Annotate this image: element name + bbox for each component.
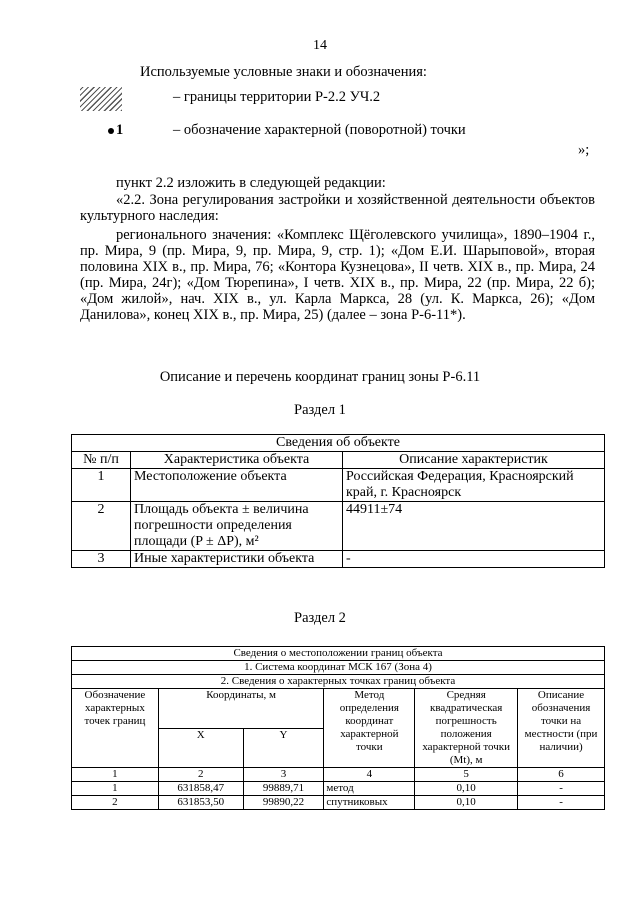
table-cell: Российская Федерация, Красноярский край, г. Красноярск — [343, 469, 605, 502]
table-cell: 1 — [72, 469, 131, 502]
column-number: 2 — [158, 768, 243, 782]
table-cell: 3 — [72, 551, 131, 568]
point-dot-icon — [108, 128, 114, 134]
column-header: Описание обозначения точки на местности (при наличии) — [518, 689, 605, 768]
paragraph-2: «2.2. Зона регулирования застройки и хозяйственной деятельности объектов культурного наследия: — [80, 192, 595, 224]
legend-item-boundary: – границы территории Р-2.2 УЧ.2 — [173, 89, 381, 105]
column-header: Характеристика объекта — [131, 452, 343, 469]
column-number: 1 — [72, 768, 159, 782]
table-cell: Местоположение объекта — [131, 469, 343, 502]
table-cell: 44911±74 — [343, 502, 605, 551]
table-subtitle: 1. Система координат МСК 167 (Зона 4) — [72, 661, 605, 675]
table-cell: - — [518, 796, 605, 810]
table-cell: 631858,47 — [158, 782, 243, 796]
table-cell: Площадь объекта ± величина погрешности определения площади (P ± ΔP), м² — [131, 502, 343, 551]
table-cell: спутниковых — [324, 796, 415, 810]
table-cell: 2 — [72, 502, 131, 551]
table-row — [72, 796, 605, 810]
table-cell: 99890,22 — [243, 796, 324, 810]
table-cell: 1 — [72, 782, 159, 796]
table-row — [72, 768, 605, 782]
table-row — [72, 469, 605, 502]
column-header: Обозначение характерных точек границ — [72, 689, 159, 768]
table-cell: 99889,71 — [243, 782, 324, 796]
object-info-table — [71, 434, 605, 568]
column-header: Метод определения координат характерной точки — [324, 689, 415, 768]
table-subtitle: 2. Сведения о характерных точках границ объекта — [72, 675, 605, 689]
section2-title: Раздел 2 — [294, 610, 346, 626]
section1-title: Раздел 1 — [294, 402, 346, 418]
legend-title: Используемые условные знаки и обозначения: — [140, 64, 427, 80]
column-header: Координаты, м — [158, 689, 324, 729]
column-header: Средняя квадратическая погрешность положения характерной точки (Mt), м — [415, 689, 518, 768]
table-title: Сведения об объекте — [72, 435, 605, 452]
table-cell: Иные характеристики объекта — [131, 551, 343, 568]
table-row — [72, 502, 605, 551]
boundary-points-table — [71, 646, 605, 810]
hatched-area-symbol-icon — [80, 87, 122, 111]
paragraph-3: регионального значения: «Комплекс Щёголевского училища», 1890–1904 г., пр. Мира, 9 (пр. Мира, 9, пр. Мира, 9, стр. 1); «Дом Е.И. Шарыповой», вторая половина XIX в., пр. Мира, 76; «Контора Кузнецова», II четв. XIX в., пр. Мира, 24 (пр. Мира, 24г); «Дом Тюрепина», I четв. XIX в., пр. Мира, 22 (пр. Мира, 22 б); «Дом жилой», нач. XIX в., ул. Карла Маркса, 28 (ул. К. Маркса, 26); «Дом Данилова», конец XIX в., пр. Мира, 25) (далее – зона Р-6-11*). — [80, 227, 595, 323]
table-cell: - — [343, 551, 605, 568]
column-number: 3 — [243, 768, 324, 782]
table-cell: 0,10 — [415, 782, 518, 796]
column-header: Y — [243, 728, 324, 768]
column-number: 6 — [518, 768, 605, 782]
closing-quote: »; — [578, 142, 590, 158]
table-cell: 0,10 — [415, 796, 518, 810]
column-header: X — [158, 728, 243, 768]
column-number: 4 — [324, 768, 415, 782]
column-number: 5 — [415, 768, 518, 782]
legend-item-point: – обозначение характерной (поворотной) точки — [173, 122, 466, 138]
table-cell: 631853,50 — [158, 796, 243, 810]
table-cell: метод — [324, 782, 415, 796]
page-number: 14 — [313, 38, 327, 53]
table-row — [72, 551, 605, 568]
point-symbol — [108, 122, 123, 139]
point-symbol-label: 1 — [116, 122, 124, 138]
table-row — [72, 782, 605, 796]
table-title: Сведения о местоположении границ объекта — [72, 647, 605, 661]
column-header: Описание характеристик — [343, 452, 605, 469]
column-header: № п/п — [72, 452, 131, 469]
paragraph-1: пункт 2.2 изложить в следующей редакции: — [116, 175, 386, 191]
table-cell: 2 — [72, 796, 159, 810]
table-cell: - — [518, 782, 605, 796]
heading: Описание и перечень координат границ зоны Р-6.11 — [159, 369, 481, 385]
